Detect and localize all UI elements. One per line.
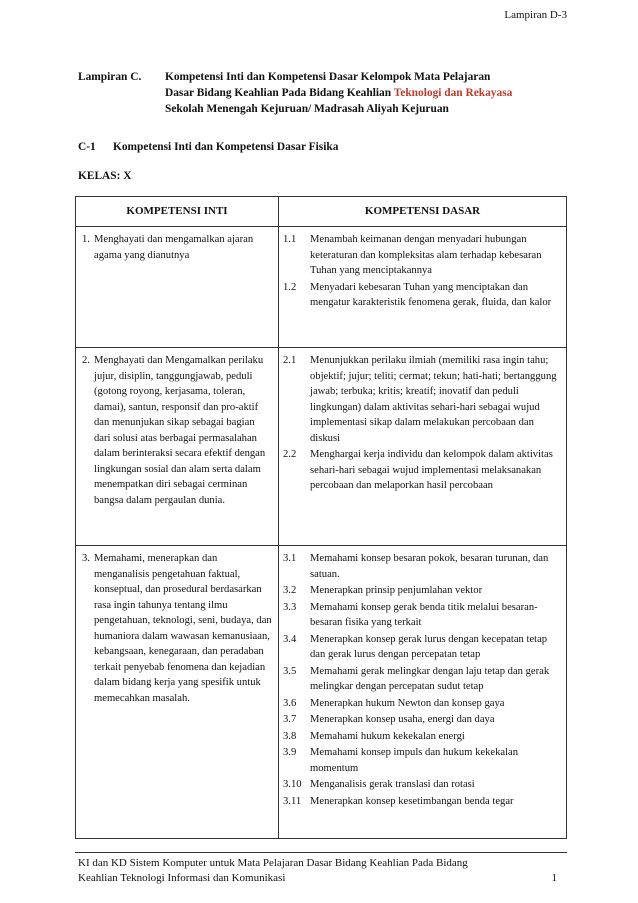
kd-item	[283, 745, 560, 776]
kd-text: Menganalisis gerak translasi dan rotasi	[310, 779, 475, 790]
kd-number: 3.10	[283, 779, 302, 790]
kd-cell	[279, 348, 567, 546]
kd-item	[283, 551, 560, 582]
kd-number: 2.1	[283, 355, 297, 366]
kd-number: 1.2	[283, 281, 297, 293]
ki-cell	[76, 227, 279, 348]
ki-item	[82, 232, 272, 263]
kd-text: Menunjukkan perilaku ilmiah (memiliki rasa ingin tahu; objektif; jujur; teliti; cermat; tekun; hati-hati; bertanggung jawab; terbuka; kritis; kreatif; inovatif dan peduli lingkungan) dalam aktivitas sehari-hari sebagai wujud implementasi sikap dalam melakukan percobaan dan diskusi	[310, 355, 557, 444]
kd-number: 3.8	[283, 730, 297, 742]
kd-item	[283, 232, 560, 279]
kd-number: 3.9	[283, 747, 297, 758]
lampiran-key-spacer	[78, 85, 165, 101]
kelas-label: KELAS: X	[78, 170, 132, 182]
kd-number: 3.11	[283, 795, 302, 807]
kd-text: Menghargai kerja individu dan kelompok dalam aktivitas sehari-hari sebagai wujud implementasi melaksanakan percobaan dan melaporkan hasil percobaan	[310, 449, 553, 491]
page-number: 1	[551, 872, 557, 884]
kd-text: Menerapkan konsep kesetimbangan benda tegar	[310, 795, 514, 807]
kd-item	[283, 712, 560, 728]
ki-item	[82, 353, 272, 508]
lampiran-heading	[78, 69, 578, 117]
kd-text: Memahami gerak melingkar dengan laju tetap dan gerak melingkar dengan percepatan sudut tetap	[310, 665, 550, 692]
kd-item	[283, 664, 560, 695]
kd-number: 3.5	[283, 665, 297, 677]
kd-text: Memahami konsep impuls dan hukum kekekalan momentum	[310, 747, 519, 774]
kd-item	[283, 353, 560, 446]
ki-number: 2.	[82, 355, 90, 366]
kd-item	[283, 600, 560, 631]
kd-number: 3.7	[283, 714, 297, 725]
ki-item	[82, 551, 272, 706]
lampiran-line-3: Sekolah Menengah Kejuruan/ Madrasah Aliyah Kejuruan	[165, 103, 449, 115]
ki-text: Menghayati dan mengamalkan ajaran agama yang dianutnya	[94, 234, 254, 261]
kd-item	[283, 583, 560, 599]
page-footer	[78, 856, 567, 886]
kd-number: 3.1	[283, 553, 297, 564]
column-header-kd: KOMPETENSI DASAR	[279, 197, 567, 227]
ki-text: Menghayati dan Mengamalkan perilaku jujur, disiplin, tanggungjawab, peduli (gotong royong, kerjasama, toleran, damai), santun, responsif dan pro-aktif dan menunjukan sikap sebagai bagian dari solusi atas berbagai permasalahan dalam berinteraksi secara efektif dengan lingkungan sosial dan alam serta dalam menempatkan diri sebagai cerminan bangsa dalam pergaulan dunia.	[94, 355, 266, 506]
kd-text: Menerapkan prinsip penjumlahan vektor	[310, 585, 483, 596]
table-header-row	[76, 197, 567, 227]
kd-cell	[279, 546, 567, 839]
kd-number: 3.4	[283, 633, 297, 645]
ki-cell	[76, 348, 279, 546]
ki-cell	[76, 546, 279, 839]
kd-item	[283, 777, 560, 793]
section-title	[78, 141, 338, 153]
table-row	[76, 348, 567, 546]
lampiran-key: Lampiran C.	[78, 71, 142, 83]
kd-number: 3.6	[283, 697, 297, 709]
kd-text: Menerapkan konsep gerak lurus dengan kecepatan tetap dan gerak lurus dengan percepatan tetap	[310, 633, 548, 660]
lampiran-line-2-highlight: Teknologi dan Rekayasa	[393, 87, 513, 99]
kd-text: Menerapkan konsep usaha, energi dan daya	[310, 714, 495, 725]
footer-divider	[75, 852, 567, 853]
page-header-label: Lampiran D-3	[504, 9, 567, 21]
kd-item	[283, 447, 560, 494]
lampiran-row-2	[78, 85, 578, 101]
kd-cell	[279, 227, 567, 348]
kd-number: 3.3	[283, 601, 297, 613]
kd-number: 1.1	[283, 234, 297, 245]
table-row	[76, 546, 567, 839]
kd-item	[283, 696, 560, 712]
competency-table	[75, 196, 567, 839]
kd-item	[283, 632, 560, 663]
lampiran-line-1: Kompetensi Inti dan Kompetensi Dasar Kelompok Mata Pelajaran	[165, 71, 491, 83]
kd-text: Memahami konsep besaran pokok, besaran turunan, dan satuan.	[310, 553, 549, 580]
kd-item	[283, 794, 560, 810]
section-number: C-1	[78, 141, 96, 153]
table-row	[76, 227, 567, 348]
footer-line-1: KI dan KD Sistem Komputer untuk Mata Pelajaran Dasar Bidang Keahlian Pada Bidang	[78, 857, 468, 869]
kd-number: 2.2	[283, 449, 297, 460]
kd-number: 3.2	[283, 585, 297, 596]
ki-number: 3.	[82, 553, 90, 564]
lampiran-line-2	[165, 85, 578, 101]
ki-number: 1.	[82, 234, 90, 245]
lampiran-row-3	[78, 101, 578, 117]
lampiran-row-1	[78, 69, 578, 85]
footer-line-2: Keahlian Teknologi Informasi dan Komunikasi	[78, 872, 286, 884]
lampiran-line-2-prefix: Dasar Bidang Keahlian Pada Bidang Keahlian	[165, 87, 394, 99]
kd-text: Menyadari kebesaran Tuhan yang menciptakan dan mengatur karakteristik fenomena gerak, fluida, dan kalor	[310, 281, 552, 308]
ki-text: Memahami, menerapkan dan menganalisis pengetahuan faktual, konseptual, dan prosedural berdasarkan rasa ingin tahunya tentang ilmu pengetahuan, teknologi, seni, budaya, dan humaniora dalam wawasan kemanusiaan, kebangsaan, kenegaraan, dan peradaban terkait penyebab fenomena dan kejadian dalam bidang kerja yang spesifik untuk memecahkan masalah.	[94, 553, 272, 704]
kd-item	[283, 729, 560, 745]
column-header-ki: KOMPETENSI INTI	[76, 197, 279, 227]
lampiran-key-spacer	[78, 101, 165, 117]
kd-text: Memahami hukum kekekalan energi	[310, 730, 465, 742]
kd-text: Menerapkan hukum Newton dan konsep gaya	[310, 697, 505, 709]
kd-item	[283, 280, 560, 311]
kd-text: Menambah keimanan dengan menyadari hubungan keteraturan dan kompleksitas alam terhadap kebesaran Tuhan yang menciptakannya	[310, 234, 542, 276]
kd-text: Memahami konsep gerak benda titik melalui besaran-besaran fisika yang terkait	[310, 601, 538, 628]
table-body	[76, 227, 567, 839]
section-title-text: Kompetensi Inti dan Kompetensi Dasar Fisika	[113, 141, 339, 153]
